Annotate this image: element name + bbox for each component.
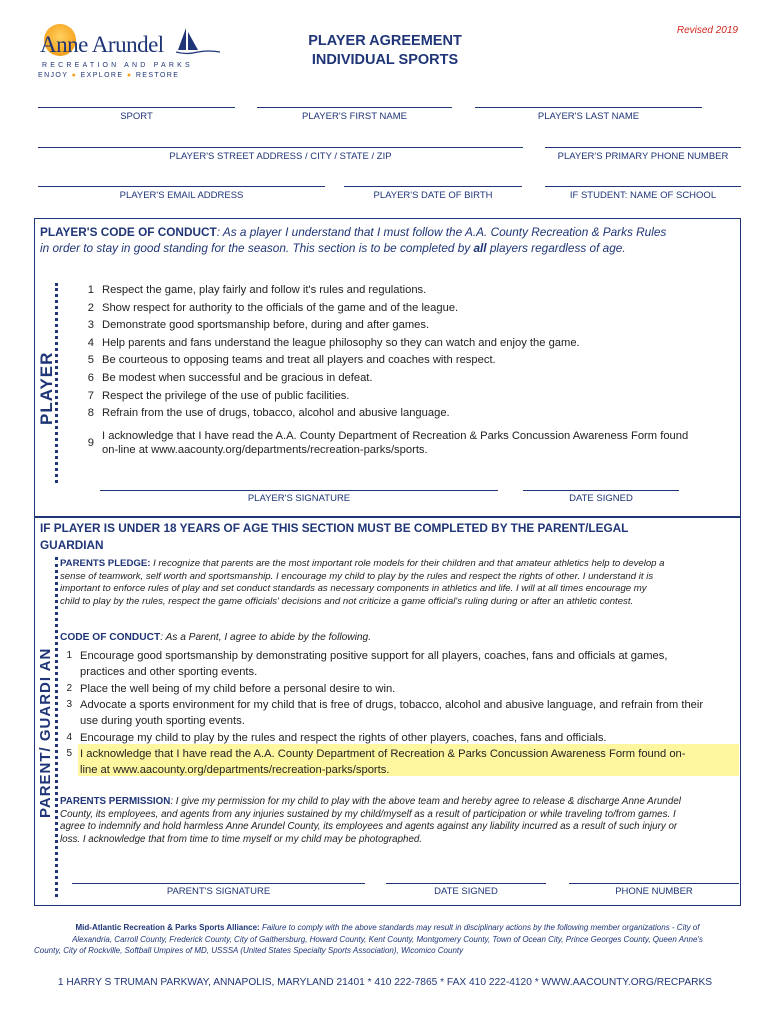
guardian-dotted-rule <box>55 557 58 897</box>
logo-name: Anne Arundel <box>40 32 164 57</box>
email-field[interactable] <box>38 186 325 187</box>
phone-label: PLAYER'S PRIMARY PHONE NUMBER <box>557 151 729 162</box>
parent-signature-label: PARENT'S SIGNATURE <box>166 886 271 897</box>
last-name-field[interactable] <box>475 107 702 108</box>
player-section <box>34 218 741 517</box>
footer-address: 1 HARRY S TRUMAN PARKWAY, ANNAPOLIS, MARYLAND 21401 * 410 222-7865 * FAX 410 222-4120 * WWW.AACOUNTY.ORG/RECPARKS <box>57 977 713 988</box>
school-label: IF STUDENT: NAME OF SCHOOL <box>569 190 717 201</box>
phone-field[interactable] <box>545 147 741 148</box>
player-code-intro: PLAYER'S CODE OF CONDUCT: As a player I understand that I must follow the A.A. County Recreation & Parks Rules in order to stay in good standing for the season. This section is to be completed by all players regardless of age. <box>40 225 667 255</box>
parent-signature-field[interactable] <box>72 883 365 884</box>
guardian-heading: IF PLAYER IS UNDER 18 YEARS OF AGE THIS SECTION MUST BE COMPLETED BY THE PARENT/LEGAL GUARDIAN <box>40 521 629 552</box>
logo-subtitle: RECREATION AND PARKS <box>42 62 193 69</box>
first-name-field[interactable] <box>257 107 452 108</box>
address-field[interactable] <box>38 147 523 148</box>
player-code-heading: PLAYER'S CODE OF CONDUCT <box>40 225 217 239</box>
player-signature-field[interactable] <box>100 490 498 491</box>
player-side-label: PLAYER <box>37 351 56 425</box>
sport-label: SPORT <box>120 111 153 122</box>
sport-field[interactable] <box>38 107 235 108</box>
form-subtitle: INDIVIDUAL SPORTS <box>311 52 459 68</box>
player-signature-label: PLAYER'S SIGNATURE <box>247 493 351 504</box>
form-title: PLAYER AGREEMENT <box>308 33 462 49</box>
parent-date-label: DATE SIGNED <box>434 886 498 897</box>
guardian-side-label: PARENT/ GUARDI AN <box>37 647 54 818</box>
parents-permission: PARENTS PERMISSION: I give my permission for my child to play with the above team and hereby agree to release & discharge Anne Arundel County, its employees, and agents from any injuries sustained by my child/myself as a result of participation or while traveling to/from games. I agree to indemnify and hold harmless Anne Arundel County, its employees and agents against any liability incurred as a result of such injury or loss. I acknowledge that from time to time myself or my child may be photographed. <box>60 796 681 845</box>
first-name-label: PLAYER'S FIRST NAME <box>302 111 407 122</box>
player-date-field[interactable] <box>523 490 679 491</box>
parent-date-field[interactable] <box>386 883 546 884</box>
player-date-label: DATE SIGNED <box>569 493 633 504</box>
parent-phone-label: PHONE NUMBER <box>615 886 693 897</box>
parents-pledge: PARENTS PLEDGE: I recognize that parents are the most important role models for their children and that amateur athletics help to develop a sense of teamwork, self worth and sportsmanship. I encourage my child to play by the rules and respect the rights of other. I understand it is important to enforce rules of play and set conduct standards as necessary components in athletics and life. I will at all times encourage my child to play by the rules, respect the game officials' decisions and not criticize a game official's ruling during or after an athletic contest. <box>60 558 665 607</box>
parent-phone-field[interactable] <box>569 883 739 884</box>
logo-tagline: ENJOY ● EXPLORE ● RESTORE <box>38 72 180 79</box>
revision-note: Revised 2019 <box>676 25 738 36</box>
dob-field[interactable] <box>344 186 522 187</box>
parent-conduct-intro: CODE OF CONDUCT: As a Parent, I agree to abide by the following. <box>60 632 372 643</box>
email-label: PLAYER'S EMAIL ADDRESS <box>119 190 244 201</box>
address-label: PLAYER'S STREET ADDRESS / CITY / STATE / ZIP <box>169 151 392 162</box>
dob-label: PLAYER'S DATE OF BIRTH <box>373 190 493 201</box>
last-name-label: PLAYER'S LAST NAME <box>537 111 640 122</box>
alliance-notice: Mid-Atlantic Recreation & Parks Sports Alliance: Failure to comply with the above standards may result in disciplinary actions by the following member organizations - City of Alexandria, Carroll County, Frederick County, City of Gaithersburg, Howard County, Kent County, Montgomery County, Town of Ocean City, Prince Georges County, Queen Anne's County, City of Rockville, Softball Umpires of MD, USSSA (United States Specialty Sports Association), Wicomico County <box>34 923 703 955</box>
school-field[interactable] <box>545 186 741 187</box>
